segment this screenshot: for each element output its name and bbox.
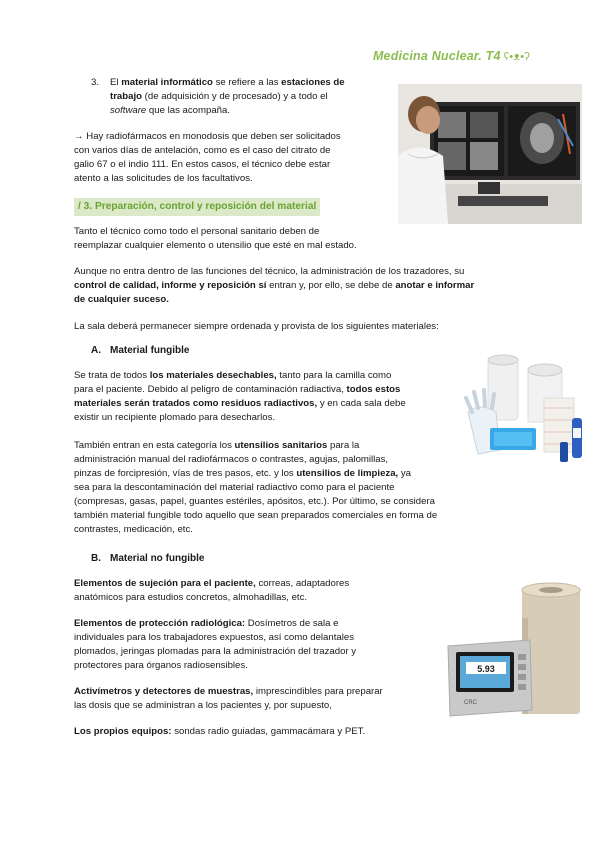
header-decoration: ʕ•ᴥ•ʔ — [503, 51, 530, 63]
item3-text: El material informático se refiere a las estaciones de trabajo (de adquisición y de procesado) y a todo el software que las acompaña. — [110, 77, 345, 116]
subheading-a-number: A. — [91, 345, 101, 356]
device-display: 5.93 — [477, 664, 495, 674]
administracion-paragraph: Aunque no entra dentro de las funciones del técnico, la administración de los trazadores, su control de calidad, informe y reposición sí entran y, por ello, se debe de anotar e informar de cualquier suceso. — [74, 266, 475, 305]
utensilios-paragraph: También entran en esta categoría los utensilios sanitarios para la administración manual del radiofármacos o contrastes, agujas, palomillas, pinzas de forcipresión, vías de tres pasos, etc. y los utensilios de limpieza, ya sea para la descontaminación del material radiactivo como para el paciente (compresas, gasas, papel, guantes estériles, apósitos, etc.). Por último, se considera también material fungible todo aquello que sean preparados comerciales en forma de contrastes, medicación, etc. — [74, 440, 438, 535]
item3-number: 3. — [91, 77, 100, 88]
subheading-b: Material no fungible — [110, 553, 205, 564]
fungible-paragraph: Se trata de todos los materiales desechables, tanto para la camilla como para el paciente. Debido al peligro de contaminación radiactiva, todos estos materiales serán tratados como residuos radiactivos, y en cada sala debe existir un recipiente plomado para desecharlos. — [74, 370, 406, 423]
equipos-paragraph: Los propios equipos: sondas radio guiadas, gammacámara y PET. — [74, 726, 366, 737]
subheading-a: Material fungible — [110, 345, 190, 356]
workstation-image — [398, 84, 582, 224]
header-title: Medicina Nuclear. T4 — [372, 49, 501, 63]
proteccion-paragraph: Elementos de protección radiológica: Dosímetros de sala e individuales para los trabajadores expuestos, así como delantales plomados, jeringas plomadas para la administración del trazador y protectores para órganos radiosensibles. — [74, 618, 357, 671]
section-heading: / 3. Preparación, control y reposición del material — [74, 198, 320, 216]
device-brand: CRC — [464, 700, 477, 706]
activimetros-paragraph: Activímetros y detectores de muestras, imprescindibles para preparar las dosis que se administran a los pacientes y, por supuesto, — [74, 686, 383, 711]
activimeter-image — [440, 578, 590, 728]
tecnico-paragraph: Tanto el técnico como todo el personal sanitario deben de reemplazar cualquier elemento o utensilio que esté en mal estado. — [74, 226, 357, 251]
page-header — [373, 49, 530, 63]
radiofarmacos-paragraph: → Hay radiofármacos en monodosis que deben ser solicitados con varios días de antelación, como es el caso del citrato de galio 67 o el indio 111. En estos casos, el técnico debe estar atento a las solicitudes de los facultativos. — [74, 131, 341, 184]
subheading-b-number: B. — [91, 553, 101, 564]
sala-paragraph: La sala deberá permanecer siempre ordenada y provista de los siguientes materiales: — [74, 321, 439, 332]
sujecion-paragraph: Elementos de sujeción para el paciente, correas, adaptadores anatómicos para estudios concretos, almohadillas, etc. — [74, 578, 350, 603]
